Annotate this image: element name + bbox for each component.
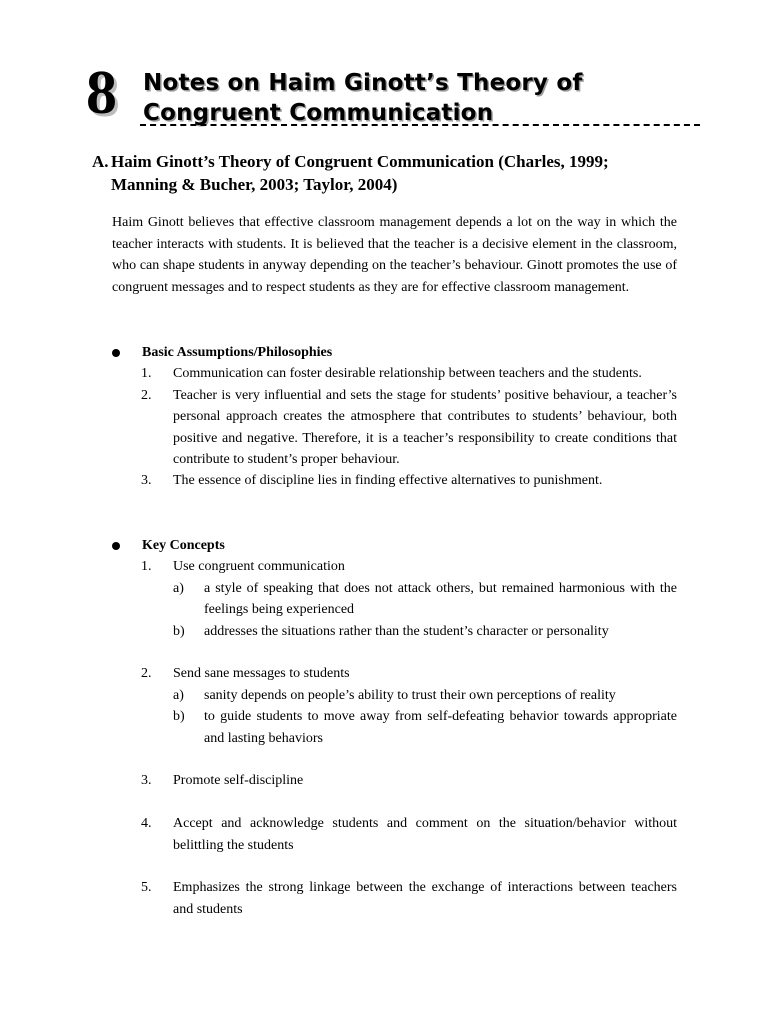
item-text: Use congruent communication [173,559,345,575]
bullet-icon [112,542,120,550]
item-number: 2. [141,387,152,403]
assumption-item [112,363,677,384]
concept-item [112,663,677,684]
concept-subitem [112,706,677,749]
item-number: 2. [141,666,152,682]
assumptions-heading-text: Basic Assumptions/Philosophies [142,345,333,360]
item-text: Send sane messages to students [173,666,350,682]
subitem-label: a) [173,687,184,703]
subitem-label: b) [173,709,185,725]
section-heading-line2: Manning & Bucher, 2003; Taylor, 2004) [111,175,398,194]
subitem-text: addresses the situations rather than the student’s character or personality [204,623,609,639]
subitem-text: sanity depends on people’s ability to trust their own perceptions of reality [204,687,616,703]
item-text: Teacher is very influential and sets the stage for students’ positive behaviour, a teacher’s personal approach creates the atmosphere that contributes to students’ behaviour, both positive and negative. Therefore, it is a teacher’s responsibility to create conditions that contribute to student’s proper behaviour. [173,387,677,468]
item-number: 5. [141,880,152,896]
item-number: 1. [141,366,152,382]
item-text: Accept and acknowledge students and comment on the situation/behavior without belittling the students [173,816,677,853]
concept-item [112,877,677,920]
chapter-title [143,68,583,128]
concept-subitem [112,621,677,642]
concepts-heading [112,535,677,556]
concept-item [112,556,677,577]
item-number: 3. [141,473,152,489]
subitem-label: a) [173,580,184,596]
item-number: 3. [141,773,152,789]
section-heading-line1: Haim Ginott’s Theory of Congruent Communication (Charles, 1999; [111,152,609,171]
intro-paragraph: Haim Ginott believes that effective classroom management depends a lot on the way in which the teacher interacts with students. It is believed that the teacher is a decisive element in the classroom, who can shape students in anyway depending on the teacher’s behaviour. Ginott promotes the use of congruent messages and to respect students as they are for effective classroom management. [112,215,677,295]
chapter-number: 8 [86,59,117,127]
item-text: Communication can foster desirable relationship between teachers and the students. [173,366,642,382]
concepts-heading-text: Key Concepts [142,538,225,553]
concept-subitem [112,578,677,621]
subitem-text: to guide students to move away from self-defeating behavior towards appropriate and lasting behaviors [204,709,677,746]
subitem-text: a style of speaking that does not attack others, but remained harmonious with the feelings being experienced [204,580,677,618]
item-number: 1. [141,559,152,575]
concept-subitem [112,685,677,706]
title-divider [140,124,700,126]
item-text: Promote self-discipline [173,773,304,789]
item-text: The essence of discipline lies in finding effective alternatives to punishment. [173,473,603,489]
assumption-item [112,385,677,471]
item-text: Emphasizes the strong linkage between the exchange of interactions between teachers and students [173,880,677,917]
concept-item [112,813,677,856]
concepts-section [112,535,677,920]
assumptions-heading [112,342,677,363]
assumption-item [112,470,677,491]
chapter-title-line1: Notes on Haim Ginott’s Theory of [143,70,583,96]
section-heading [92,150,692,196]
item-number: 4. [141,816,152,832]
bullet-icon [112,349,120,357]
concept-item [112,770,677,791]
chapter-title-line2: Congruent Communication [143,100,494,126]
assumptions-section [112,342,677,492]
subitem-label: b) [173,623,185,639]
section-letter: A. [92,152,109,171]
